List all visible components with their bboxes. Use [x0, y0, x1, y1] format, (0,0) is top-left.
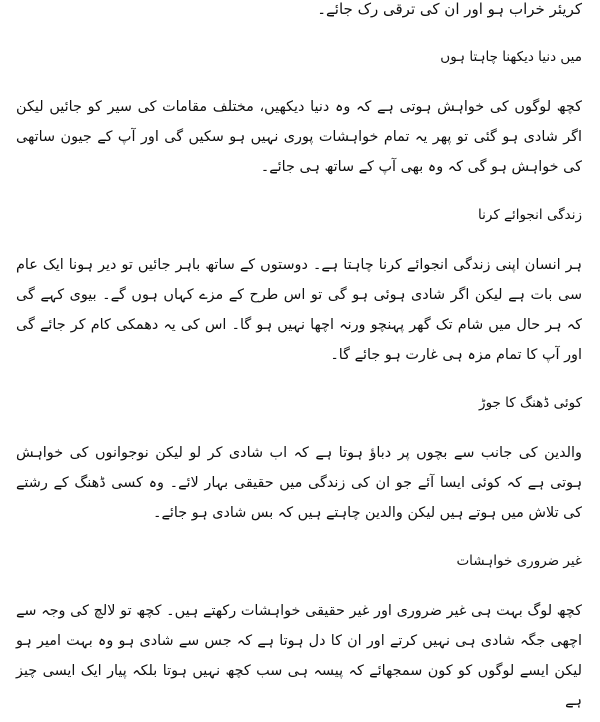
section-heading: زندگی انجوائے کرنا: [478, 207, 582, 223]
section-paragraph: ہر انسان اپنی زندگی انجوائے کرنا چاہتا ہے۔ دوستوں کے ساتھ باہر جائیں تو دیر ہونا ایک عام سی بات ہے لیکن اگر شادی ہوئی ہو گی تو اس طرح کے مزے کہاں ہوں گے۔ بیوی کہے گی کہ ہر حال میں شام تک گھر پہنچو ورنہ اچھا نہیں ہو گا۔ اس کی یہ دھمکی کام کر جائے گی اور آپ کا تمام مزہ ہی غارت ہو جائے گا۔: [16, 257, 582, 363]
section-suitable-match: [16, 392, 582, 528]
section-heading: غیر ضروری خواہشات: [456, 553, 582, 569]
section-heading: کوئی ڈھنگ کا جوڑ: [479, 395, 582, 411]
intro-tail-line: کریئر خراب ہو اور ان کی ترقی رک جائے۔: [317, 0, 582, 18]
section-enjoy-life: [16, 204, 582, 370]
section-paragraph: کچھ لوگوں کی خواہش ہوتی ہے کہ وہ دنیا دیکھیں، مختلف مقامات کی سیر کو جائیں لیکن اگر شادی ہو گئی تو پھر یہ تمام خواہشات پوری نہیں ہو سکیں گی اور آپ کے جیون ساتھی کی خواہش ہو گی کہ وہ بھی آپ کے ساتھ ہی جائے۔: [16, 99, 582, 175]
section-see-world: [16, 46, 582, 182]
section-paragraph: والدین کی جانب سے بچوں پر دباؤ ہوتا ہے کہ اب شادی کر لو لیکن نوجوانوں کی خواہش ہوتی ہے کہ کوئی ایسا آئے جو ان کی زندگی میں حقیقی بہار لائے۔ وہ کسی ڈھنگ کے رشتے کی تلاش میں ہوتے ہیں لیکن والدین چاہتے ہیں کہ بس شادی ہو جائے۔: [16, 445, 582, 521]
section-heading: میں دنیا دیکھنا چاہتا ہوں: [440, 49, 582, 65]
section-paragraph: کچھ لوگ بہت ہی غیر ضروری اور غیر حقیقی خواہشات رکھتے ہیں۔ کچھ تو لالچ کی وجہ سے اچھی جگہ شادی ہی نہیں کرتے اور ان کا دل ہوتا ہے کہ جس سے شادی ہو وہ بہت امیر ہو لیکن ایسے لوگوں کو کون سمجھائے کہ پیسہ ہی سب کچھ نہیں ہوتا بلکہ پیار ایک ایسی چیز ہے: [16, 603, 582, 709]
section-unnecessary-wishes: [16, 550, 582, 716]
